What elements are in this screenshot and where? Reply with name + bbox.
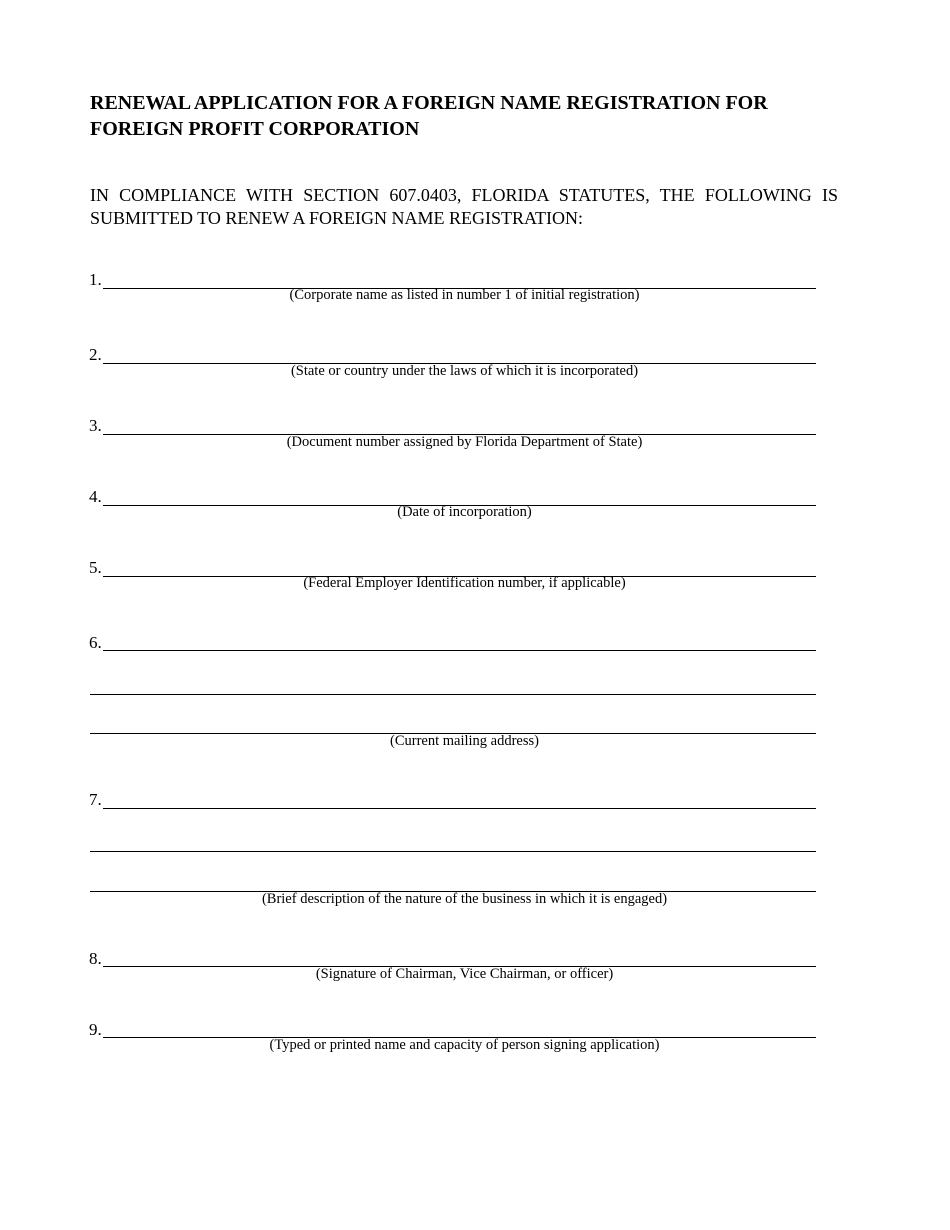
field-3-caption: (Document number assigned by Florida Department of State)	[286, 434, 643, 450]
field-5-caption: (Federal Employer Identification number, if applicable)	[303, 575, 626, 591]
field-6-number: 6.	[89, 633, 102, 652]
field-1-caption: (Corporate name as listed in number 1 of initial registration)	[289, 287, 640, 303]
field-7-line-1[interactable]	[103, 808, 816, 809]
field-5-number: 5.	[89, 558, 102, 577]
field-8-caption: (Signature of Chairman, Vice Chairman, or officer)	[315, 966, 614, 982]
field-3-number: 3.	[89, 416, 102, 435]
field-7-caption: (Brief description of the nature of the business in which it is engaged)	[261, 891, 668, 907]
field-7-number: 7.	[89, 790, 102, 809]
field-8-number: 8.	[89, 949, 102, 968]
field-6-line-1[interactable]	[103, 650, 816, 651]
field-7-line-2[interactable]	[90, 851, 816, 852]
field-9-caption: (Typed or printed name and capacity of person signing application)	[269, 1037, 660, 1053]
field-1-number: 1.	[89, 270, 102, 289]
field-4-caption: (Date of incorporation)	[397, 504, 532, 520]
field-6-caption: (Current mailing address)	[390, 733, 539, 749]
field-4-number: 4.	[89, 487, 102, 506]
field-6-line-2[interactable]	[90, 694, 816, 695]
document-title: RENEWAL APPLICATION FOR A FOREIGN NAME REGISTRATION FOR FOREIGN PROFIT CORPORATION	[90, 92, 768, 140]
field-2-number: 2.	[89, 345, 102, 364]
compliance-statement: IN COMPLIANCE WITH SECTION 607.0403, FLORIDA STATUTES, THE FOLLOWING IS SUBMITTED TO RENEW A FOREIGN NAME REGISTRATION:	[90, 185, 838, 228]
field-2-caption: (State or country under the laws of which it is incorporated)	[290, 363, 639, 379]
field-9-number: 9.	[89, 1020, 102, 1039]
